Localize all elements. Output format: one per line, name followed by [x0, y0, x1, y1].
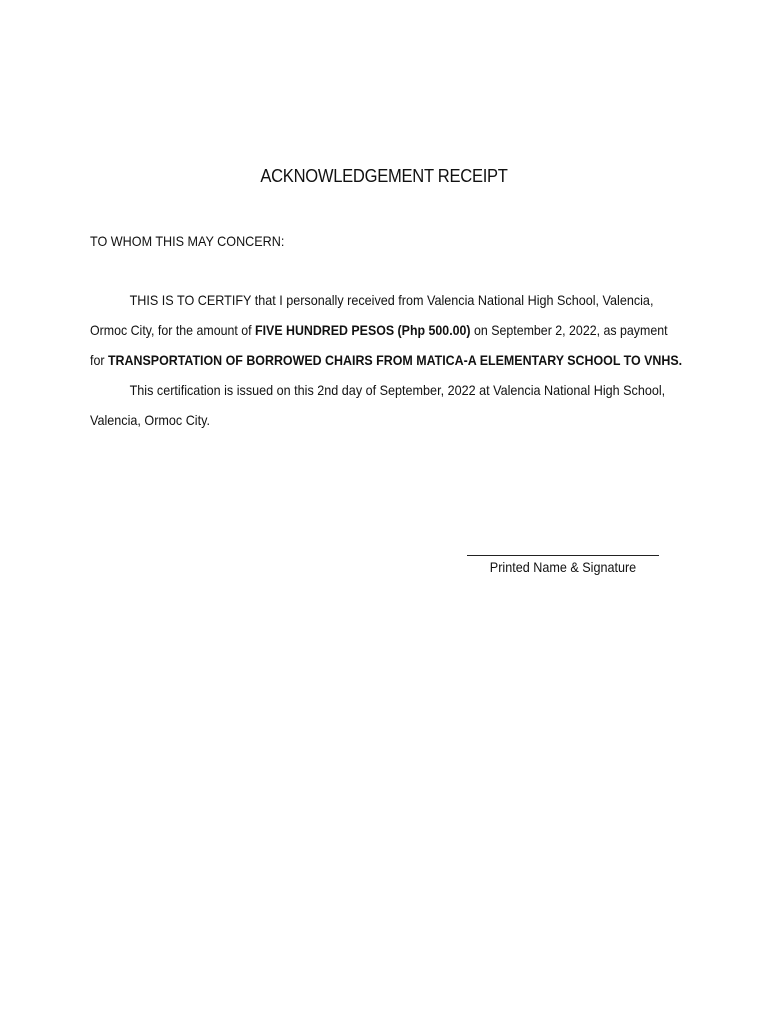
purpose-text: TRANSPORTATION OF BORROWED CHAIRS FROM MATICA-A ELEMENTARY SCHOOL TO VNHS.: [107, 352, 683, 368]
issuance-paragraph: [90, 375, 676, 435]
signature-label: Printed Name & Signature: [489, 559, 637, 575]
document-title: ACKNOWLEDGEMENT RECEIPT: [260, 166, 508, 186]
paragraph-line: THIS IS TO CERTIFY that I personally received from Valencia National High School, Valencia,: [129, 292, 654, 308]
paragraph-text: for: [90, 352, 108, 368]
certification-paragraph: [90, 285, 683, 375]
paragraph-line: Valencia, Ormoc City.: [90, 412, 210, 428]
paragraph-text: on September 2, 2022, as payment: [470, 322, 668, 338]
paragraph-line: [90, 315, 668, 345]
salutation: TO WHOM THIS MAY CONCERN:: [90, 233, 285, 249]
amount-text: FIVE HUNDRED PESOS (Php 500.00): [255, 322, 471, 338]
paragraph-line: This certification is issued on this 2nd day of September, 2022 at Valencia National High School,: [129, 382, 666, 398]
paragraph-text: Ormoc City, for the amount of: [90, 322, 256, 338]
signature-line: [467, 555, 659, 556]
paragraph-line: [90, 345, 683, 375]
